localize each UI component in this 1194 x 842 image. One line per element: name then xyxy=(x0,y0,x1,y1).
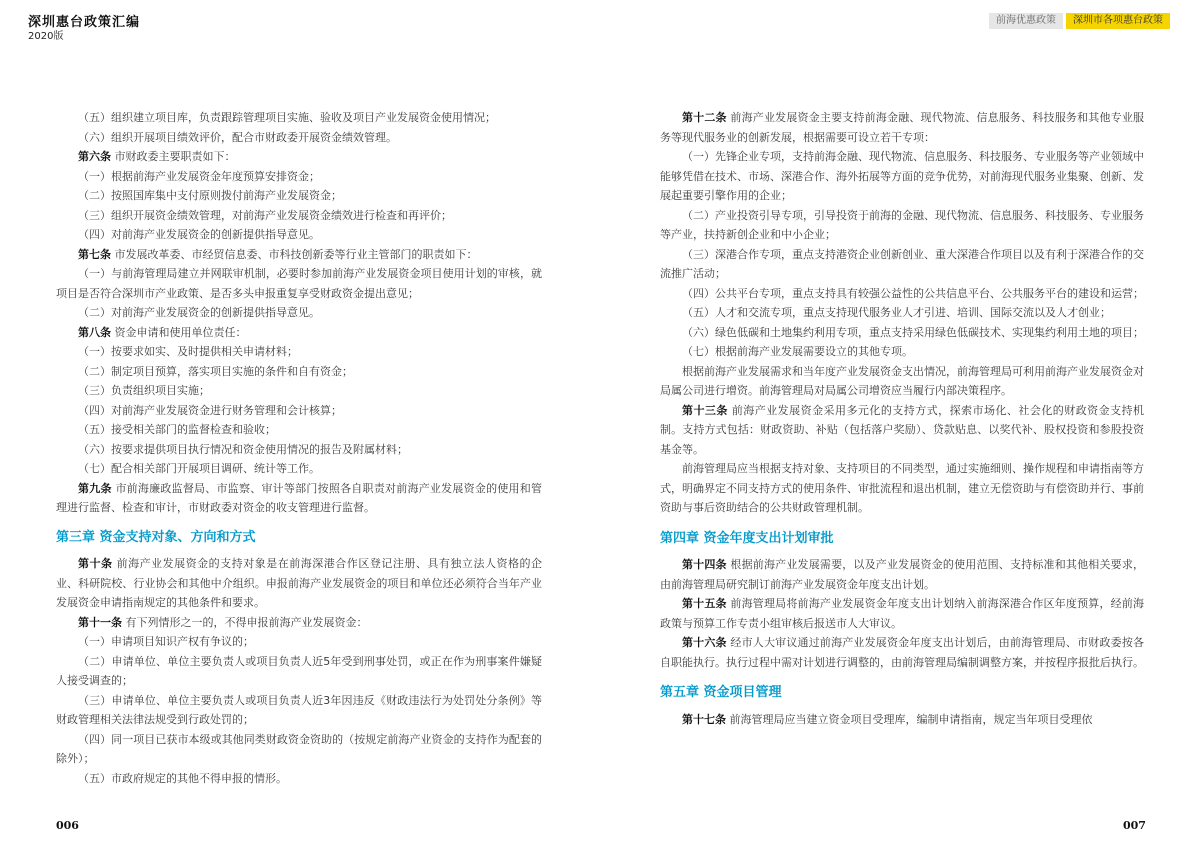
paragraph xyxy=(56,167,542,187)
paragraph-text: （一）根据前海产业发展资金年度预算安排资金； xyxy=(78,169,320,183)
paragraph xyxy=(56,381,542,401)
paragraph-text: （四）对前海产业发展资金的创新提供指导意见。 xyxy=(78,228,320,241)
paragraph xyxy=(56,420,542,440)
paragraph xyxy=(660,206,1144,245)
paragraph-text: 市财政委主要职责如下： xyxy=(114,150,236,163)
article-paragraph xyxy=(660,108,1144,147)
paragraph-text: （二）制定项目预算，落实项目实施的条件和自有资金； xyxy=(78,364,353,378)
article-number: 第八条 xyxy=(78,325,111,339)
article-paragraph xyxy=(660,555,1144,594)
tab-shenzhen-policies[interactable]: 深圳市各项惠台政策 xyxy=(1066,13,1170,29)
article-number: 第十条 xyxy=(78,557,113,570)
paragraph xyxy=(56,440,542,460)
paragraph xyxy=(56,459,542,479)
paragraph xyxy=(56,632,542,652)
article-number: 第十二条 xyxy=(682,111,727,124)
paragraph-text: （六）按要求提供项目执行情况和资金使用情况的报告及附属材料； xyxy=(78,442,408,456)
paragraph xyxy=(660,303,1144,323)
right-page-number: 007 xyxy=(1123,819,1146,832)
paragraph-text: （三）申请单位、单位主要负责人或项目负责人近3年因违反《财政违法行为处罚处分条例》等财政管理相关法律法规受到行政处罚的； xyxy=(56,693,542,726)
article-number: 第十四条 xyxy=(682,558,727,571)
article-paragraph xyxy=(660,594,1144,633)
paragraph-text: （五）组织建立项目库，负责跟踪管理项目实施、验收及项目产业发展资金使用情况； xyxy=(78,111,496,124)
paragraph-text: 市发展改革委、市经贸信息委、市科技创新委等行业主管部门的职责如下： xyxy=(114,247,478,261)
article-paragraph xyxy=(56,613,542,633)
article-paragraph xyxy=(56,245,542,265)
paragraph-text: （一）与前海管理局建立并网联审机制，必要时参加前海产业发展资金项目使用计划的审核，就项目是否符合深圳市产业政策、是否多头申报重复享受财政资金提出意见； xyxy=(56,267,542,300)
paragraph xyxy=(56,769,542,789)
paragraph-text: 经市人大审议通过前海产业发展资金年度支出计划后，由前海管理局、市财政委按各自职能执行。执行过程中需对计划进行调整的，由前海管理局编制调整方案，并按程序报批后执行。 xyxy=(660,636,1145,669)
paragraph xyxy=(660,362,1144,401)
paragraph-text: 前海管理局应当根据支持对象、支持项目的不同类型，通过实施细则、操作规程和申请指南等方式，明确界定不同支持方式的使用条件、审批流程和退出机制，建立无偿资助与有偿资助并行、事前资助与事后资助结合的公共财政管理机制。 xyxy=(660,462,1144,514)
paragraph-text: 前海产业发展资金的支持对象是在前海深港合作区登记注册、具有独立法人资格的企业、科研院校、行业协会和其他中介组织。申报前海产业发展资金的项目和单位还必须符合当年产业发展资金申请指南规定的其他条件和要求。 xyxy=(56,557,543,609)
paragraph xyxy=(56,303,542,323)
book-edition-year: 2020版 xyxy=(28,31,64,42)
paragraph-text: 资金申请和使用单位责任： xyxy=(114,325,247,339)
paragraph-text: 前海产业发展资金主要支持前海金融、现代物流、信息服务、科技服务和其他专业服务等现代服务业的创新发展，根据需要可设立若干专项： xyxy=(660,111,1145,144)
paragraph-text: （五）接受相关部门的监督检查和验收； xyxy=(78,423,276,436)
paragraph-text: （三）组织开展资金绩效管理，对前海产业发展资金绩效进行检查和再评价； xyxy=(78,208,452,222)
article-number: 第十五条 xyxy=(682,597,727,610)
paragraph-text: （五）人才和交流专项，重点支持现代服务业人才引进、培训、国际交流以及人才创业； xyxy=(682,306,1111,319)
article-number: 第十六条 xyxy=(682,636,727,649)
left-page-number: 006 xyxy=(56,819,79,832)
paragraph xyxy=(660,459,1144,518)
paragraph-text: （二）产业投资引导专项，引导投资于前海的金融、现代物流、信息服务、科技服务、专业服务等产业，扶持新创企业和中小企业； xyxy=(660,208,1144,241)
paragraph xyxy=(56,206,542,226)
paragraph xyxy=(56,128,542,148)
article-paragraph xyxy=(660,633,1144,672)
paragraph xyxy=(660,323,1144,343)
paragraph-text: （一）申请项目知识产权有争议的； xyxy=(78,635,254,648)
paragraph-text: 市前海廉政监督局、市监察、审计等部门按照各自职责对前海产业发展资金的使用和管理进行监督、检查和审计，市财政委对资金的收支管理进行监督。 xyxy=(56,481,543,514)
paragraph xyxy=(56,108,542,128)
article-number: 第十三条 xyxy=(682,403,728,417)
tab-qianhai-policies[interactable]: 前海优惠政策 xyxy=(989,13,1063,29)
article-paragraph xyxy=(660,401,1144,460)
paragraph-text: （七）配合相关部门开展项目调研、统计等工作。 xyxy=(78,462,320,475)
paragraph-text: （二）申请单位、单位主要负责人或项目负责人近5年受到刑事处罚，或正在作为刑事案件嫌疑人接受调查的； xyxy=(56,654,542,687)
article-paragraph xyxy=(56,554,542,613)
article-number: 第七条 xyxy=(78,247,111,261)
paragraph xyxy=(56,342,542,362)
paragraph-text: （四）公共平台专项，重点支持具有较强公益性的公共信息平台、公共服务平台的建设和运营； xyxy=(682,286,1144,300)
paragraph xyxy=(56,401,542,421)
article-number: 第十一条 xyxy=(78,615,122,629)
paragraph xyxy=(56,691,542,730)
article-number: 第六条 xyxy=(78,150,111,163)
left-page-body xyxy=(56,108,542,788)
paragraph xyxy=(660,342,1144,362)
paragraph xyxy=(56,730,542,769)
paragraph-text: 前海管理局应当建立资金项目受理库，编制申请指南，规定当年项目受理依 xyxy=(729,712,1093,726)
paragraph-text: 有下列情形之一的，不得申报前海产业发展资金： xyxy=(125,615,368,629)
paragraph-text: （五）市政府规定的其他不得申报的情形。 xyxy=(78,771,287,785)
right-page-body xyxy=(660,108,1144,729)
paragraph-text: （三）深港合作专项，重点支持港资企业创新创业、重大深港合作项目以及有利于深港合作的交流推广活动； xyxy=(660,247,1144,280)
paragraph-text: （一）按要求如实、及时提供相关申请材料； xyxy=(78,345,298,358)
article-number: 第十七条 xyxy=(682,712,726,726)
article-number: 第九条 xyxy=(78,481,112,495)
paragraph-text: 根据前海产业发展需求和当年度产业发展资金支出情况，前海管理局可利用前海产业发展资金对局属公司进行增资。前海管理局对局属公司增资应当履行内部决策程序。 xyxy=(660,364,1144,397)
paragraph-text: 前海管理局将前海产业发展资金年度支出计划纳入前海深港合作区年度预算，经前海政策与预算工作专责小组审核后报送市人大审议。 xyxy=(660,597,1145,630)
paragraph-text: （七）根据前海产业发展需要设立的其他专项。 xyxy=(682,345,913,358)
paragraph xyxy=(660,284,1144,304)
paragraph xyxy=(56,652,542,691)
paragraph-text: 根据前海产业发展需要，以及产业发展资金的使用范围、支持标准和其他相关要求，由前海管理局研究制订前海产业发展资金年度支出计划。 xyxy=(660,558,1145,591)
section-tabs xyxy=(989,13,1170,29)
paragraph-text: （二）按照国库集中支付原则拨付前海产业发展资金； xyxy=(78,189,342,202)
article-paragraph xyxy=(56,147,542,167)
paragraph-text: （四）对前海产业发展资金进行财务管理和会计核算； xyxy=(78,403,342,417)
article-paragraph xyxy=(660,710,1144,730)
paragraph-text: 前海产业发展资金采用多元化的支持方式，探索市场化、社会化的财政资金支持机制。支持方式包括：财政资助、补贴（包括落户奖励）、贷款贴息、以奖代补、股权投资和参股投资基金等。 xyxy=(660,403,1145,456)
paragraph-text: （一）先锋企业专项，支持前海金融、现代物流、信息服务、科技服务、专业服务等产业领域中能够凭借在技术、市场、深港合作、海外拓展等方面的竞争优势，对前海现代服务业集聚、创新、发展起重要引擎作用的企业； xyxy=(660,150,1144,202)
book-title: 深圳惠台政策汇编 xyxy=(28,15,141,30)
article-paragraph xyxy=(56,479,542,518)
paragraph-text: （四）同一项目已获市本级或其他同类财政资金资助的（按规定前海产业资金的支持作为配套的除外）； xyxy=(56,732,542,765)
chapter-heading: 第四章 资金年度支出计划审批 xyxy=(660,530,834,546)
paragraph-text: （三）负责组织项目实施； xyxy=(78,384,210,397)
paragraph-text: （六）组织开展项目绩效评价，配合市财政委开展资金绩效管理。 xyxy=(78,130,397,144)
paragraph-text: （六）绿色低碳和土地集约利用专项，重点支持采用绿色低碳技术、实现集约利用土地的项目； xyxy=(682,325,1144,339)
chapter-heading: 第五章 资金项目管理 xyxy=(660,685,782,700)
paragraph xyxy=(56,362,542,382)
paragraph xyxy=(660,147,1144,206)
article-paragraph xyxy=(56,323,542,343)
paragraph xyxy=(56,264,542,303)
paragraph xyxy=(56,186,542,206)
paragraph-text: （二）对前海产业发展资金的创新提供指导意见。 xyxy=(78,306,320,319)
paragraph xyxy=(660,245,1144,284)
chapter-heading: 第三章 资金支持对象、方向和方式 xyxy=(56,529,256,545)
paragraph xyxy=(56,225,542,245)
